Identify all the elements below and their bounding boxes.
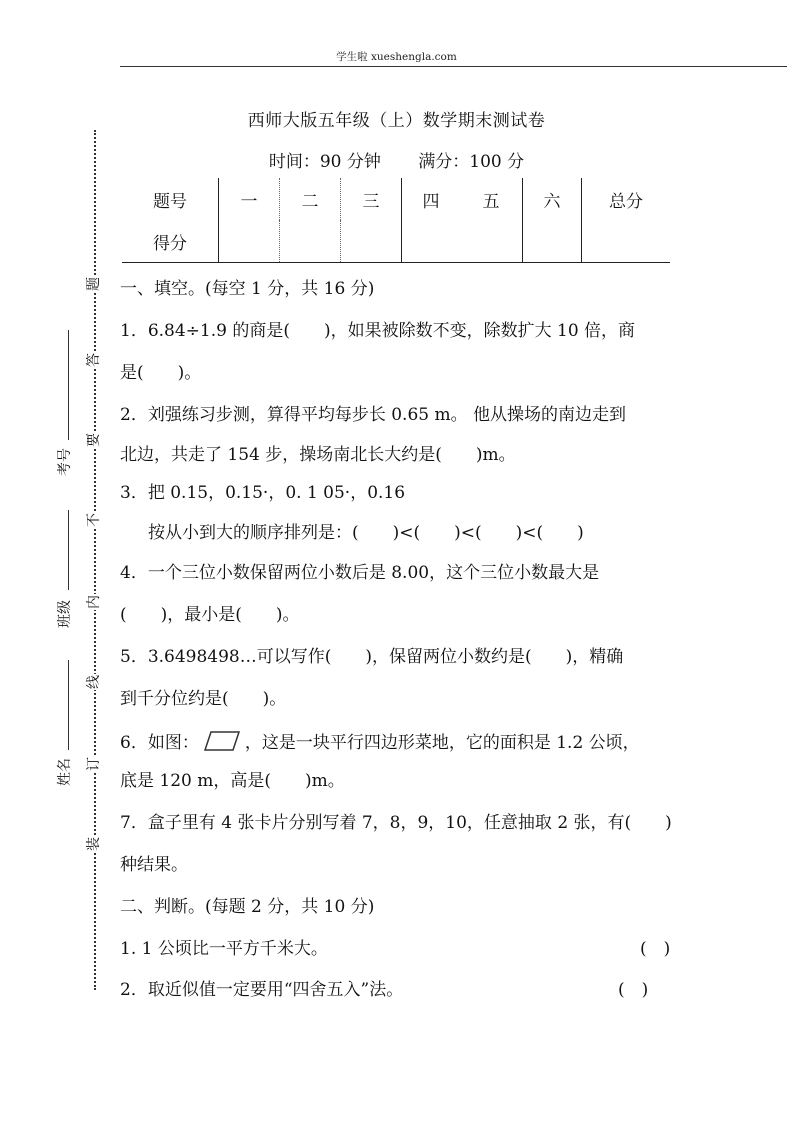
question-6-prefix: 6．如图： xyxy=(120,733,199,753)
question-6-line2: 底是 120 m，高是( )m。 xyxy=(120,771,345,791)
judge-answer-2[interactable]: ( ) xyxy=(618,980,649,1000)
exam-number-blank xyxy=(68,330,69,440)
score-cell[interactable] xyxy=(280,220,341,263)
class-label: 班级 xyxy=(57,600,73,628)
class-blank xyxy=(68,510,69,590)
margin-char: 内 xyxy=(86,595,102,609)
exam-number-label: 考号 xyxy=(57,448,73,476)
question-2-line2: 北边，共走了 154 步，操场南北长大约是( )m。 xyxy=(120,445,516,465)
question-4-line1: 4．一个三位小数保留两位小数后是 8.00，这个三位小数最大是 xyxy=(120,563,600,583)
question-3-line2: 按从小到大的顺序排列是：( )<( )<( )<( ) xyxy=(148,523,584,543)
score-header-cell: 总分 xyxy=(582,178,671,220)
margin-char: 订 xyxy=(86,757,102,771)
score-row-label: 得分 xyxy=(122,220,219,263)
section2-heading: 二、判断。(每题 2 分，共 10 分) xyxy=(120,897,375,917)
judge-question-2: 2．取近似值一定要用“四舍五入”法。 xyxy=(120,980,404,1000)
exam-time: 时间：90 分钟 xyxy=(268,152,381,172)
score-header-cell: 五 xyxy=(482,191,500,212)
score-header-cell: 四 xyxy=(402,178,461,220)
header-rule xyxy=(120,66,787,67)
question-6-line1 xyxy=(120,728,640,757)
margin-char: 线 xyxy=(86,675,102,689)
margin-char: 装 xyxy=(86,837,102,851)
question-3-line1: 3．把 0.15，0.15·，0. 1 05·，0.16 xyxy=(120,483,406,503)
page-title: 西师大版五年级（上）数学期末测试卷 xyxy=(247,111,546,131)
score-table xyxy=(122,178,670,263)
score-header-cell: 二 xyxy=(280,178,341,220)
exam-full-score: 满分：100 分 xyxy=(418,152,525,172)
question-2-line1: 2．刘强练习步测，算得平均每步长 0.65 m。 他从操场的南边走到 xyxy=(120,405,626,425)
score-header-cell: 六 xyxy=(523,178,582,220)
name-blank xyxy=(68,660,69,750)
question-6-text: ，这是一块平行四边形菜地，它的面积是 1.2 公顷， xyxy=(244,733,640,753)
parallelogram-icon xyxy=(203,730,241,757)
binding-dotted-line xyxy=(94,130,96,990)
score-cell[interactable] xyxy=(341,220,402,263)
margin-char: 题 xyxy=(86,277,102,291)
score-header-cell: 三 xyxy=(341,178,402,220)
question-4-line2: ( )，最小是( )。 xyxy=(120,605,300,625)
exam-info xyxy=(0,147,793,172)
question-7-line1: 7．盒子里有 4 张卡片分别写着 7，8，9，10，任意抽取 2 张，有( ) xyxy=(120,813,672,833)
margin-char: 不 xyxy=(86,513,102,527)
question-5-line2: 到千分位约是( )。 xyxy=(120,689,287,709)
score-cell[interactable] xyxy=(219,220,280,263)
margin-char: 答 xyxy=(86,353,102,367)
score-cell[interactable] xyxy=(523,220,582,263)
judge-question-1: 1. 1 公顷比一平方千米大。 xyxy=(120,939,328,959)
score-header-cell: 题号 xyxy=(153,191,187,212)
question-1-line1: 1．6.84÷1.9 的商是( )，如果被除数不变，除数扩大 10 倍，商 xyxy=(120,321,636,341)
score-cell[interactable] xyxy=(460,220,523,263)
score-cell[interactable] xyxy=(582,220,671,263)
judge-answer-1[interactable]: ( ) xyxy=(640,939,671,959)
question-7-line2: 种结果。 xyxy=(120,855,188,875)
question-5-line1: 5．3.6498498…可以写作( )，保留两位小数约是( )，精确 xyxy=(120,647,624,667)
section1-heading: 一、填空。(每空 1 分，共 16 分) xyxy=(120,279,375,299)
score-cell[interactable] xyxy=(402,220,461,263)
score-header-cell: 一 xyxy=(219,178,280,220)
name-label: 姓名 xyxy=(57,758,73,786)
site-header: 学生啦 xueshengla.com xyxy=(336,51,457,63)
question-1-line2: 是( )。 xyxy=(120,363,202,383)
margin-char: 要 xyxy=(86,433,102,447)
